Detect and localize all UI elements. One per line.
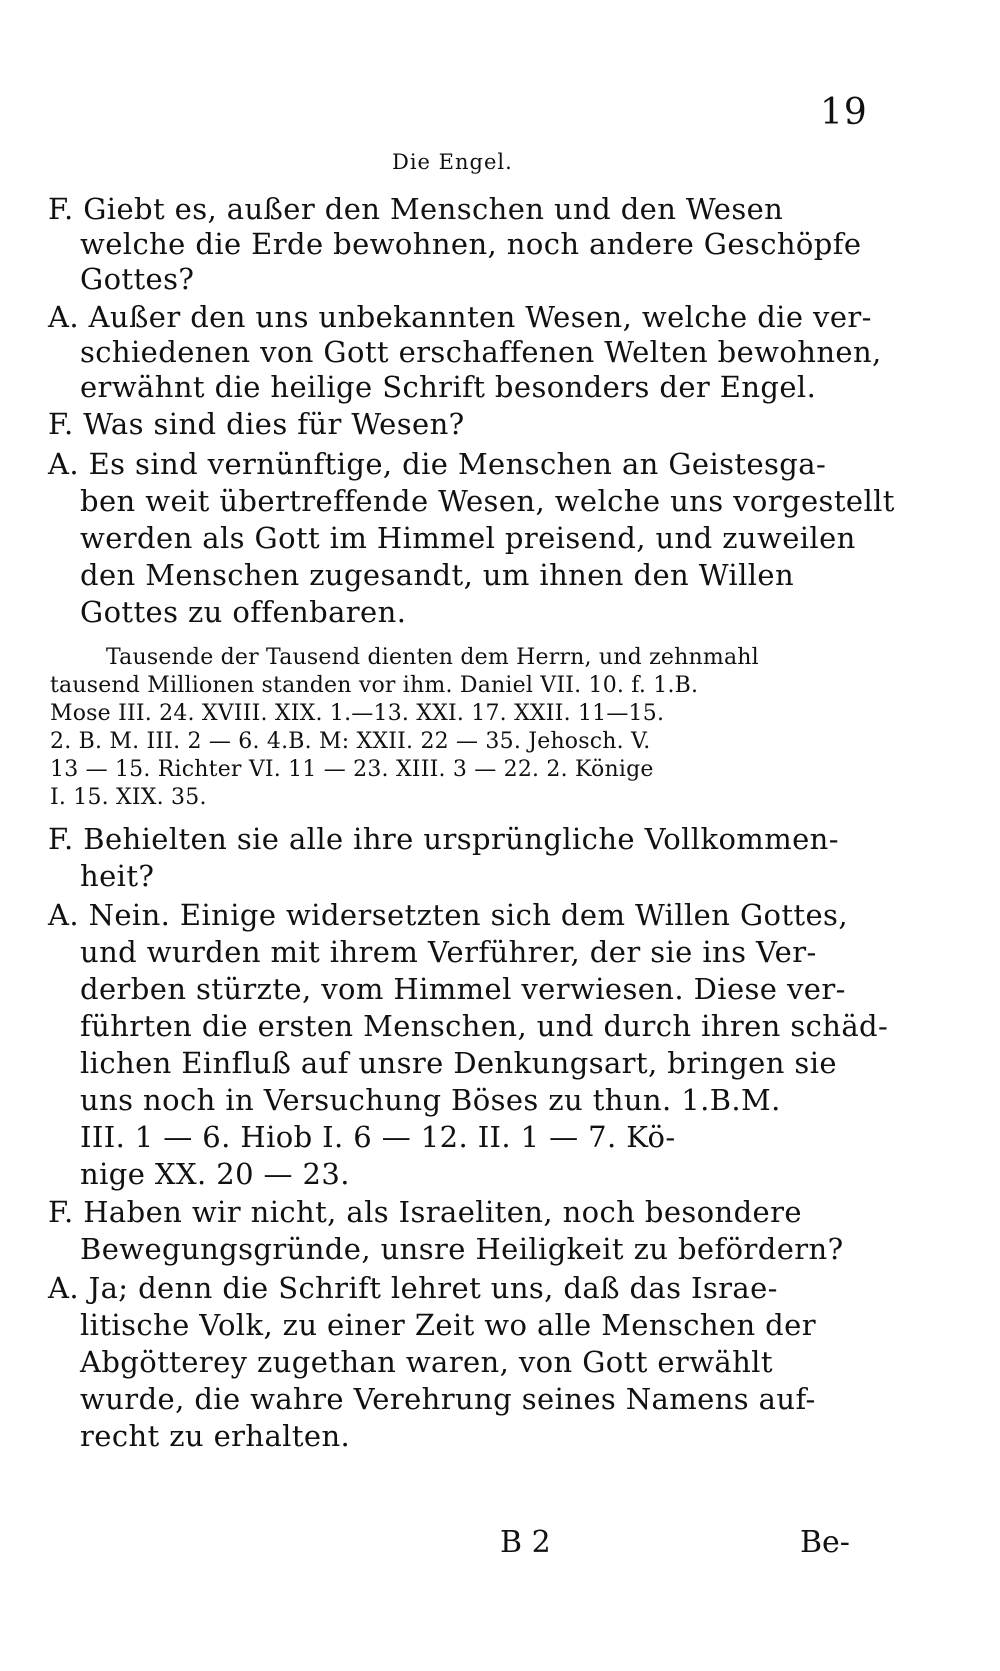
footnote-line: I. 15. XIX. 35. — [50, 785, 207, 810]
text-line: F. Haben wir nicht, als Israeliten, noch besondere — [48, 1195, 802, 1229]
text-line: III. 1 — 6. Hiob I. 6 — 12. II. 1 — 7. Kö- — [80, 1120, 676, 1154]
text-line: F. Behielten sie alle ihre ursprüngliche Vollkommen- — [48, 822, 839, 856]
text-line: erwähnt die heilige Schrift besonders der Engel. — [80, 370, 817, 404]
text-line: wurde, die wahre Verehrung seines Namens auf- — [80, 1382, 816, 1416]
text-line: heit? — [80, 859, 155, 893]
text-line: nige XX. 20 — 23. — [80, 1157, 350, 1191]
text-line: schiedenen von Gott erschaffenen Welten bewohnen, — [80, 335, 882, 369]
text-line: Bewegungsgründe, unsre Heiligkeit zu befördern? — [80, 1232, 844, 1266]
text-line: Abgötterey zugethan waren, von Gott erwählt — [80, 1345, 773, 1379]
text-line: welche die Erde bewohnen, noch andere Geschöpfe — [80, 227, 862, 261]
running-head: Die Engel. — [392, 150, 513, 174]
text-line: ben weit übertreffende Wesen, welche uns vorgestellt — [80, 484, 895, 518]
text-line: derben stürzte, vom Himmel verwiesen. Diese ver- — [80, 972, 846, 1006]
text-line: werden als Gott im Himmel preisend, und zuweilen — [80, 521, 856, 555]
text-line: und wurden mit ihrem Verführer, der sie ins Ver- — [80, 935, 817, 969]
text-line: A. Außer den uns unbekannten Wesen, welche die ver- — [48, 300, 872, 334]
text-line: den Menschen zugesandt, um ihnen den Willen — [80, 558, 795, 592]
footnote-line: 13 — 15. Richter VI. 11 — 23. XIII. 3 — 22. 2. Könige — [50, 757, 654, 782]
text-line: F. Giebt es, außer den Menschen und den Wesen — [48, 192, 784, 226]
text-line: litische Volk, zu einer Zeit wo alle Menschen der — [80, 1308, 816, 1342]
text-line: F. Was sind dies für Wesen? — [48, 407, 465, 441]
text-line: uns noch in Versuchung Böses zu thun. 1.B.M. — [80, 1083, 781, 1117]
text-line: Gottes? — [80, 262, 195, 296]
footnote-line: tausend Millionen standen vor ihm. Daniel VII. 10. f. 1.B. — [50, 673, 699, 698]
footnote-line: Tausende der Tausend dienten dem Herrn, und zehnmahl — [106, 645, 759, 670]
page-number: 19 — [820, 92, 868, 133]
signature-mark: B 2 — [500, 1525, 551, 1560]
text-line: lichen Einfluß auf unsre Denkungsart, bringen sie — [80, 1046, 837, 1080]
footnote-line: Mose III. 24. XVIII. XIX. 1.—13. XXI. 17. XXII. 11—15. — [50, 701, 665, 726]
text-line: recht zu erhalten. — [80, 1419, 351, 1453]
text-line: A. Ja; denn die Schrift lehret uns, daß das Israe- — [48, 1271, 778, 1305]
text-line: A. Es sind vernünftige, die Menschen an Geistesga- — [48, 447, 827, 481]
footnote-line: 2. B. M. III. 2 — 6. 4.B. M: XXII. 22 — 35. Jehosch. V. — [50, 729, 651, 754]
text-line: A. Nein. Einige widersetzten sich dem Willen Gottes, — [48, 898, 848, 932]
text-line: führten die ersten Menschen, und durch ihren schäd- — [80, 1009, 889, 1043]
text-line: Gottes zu offenbaren. — [80, 595, 407, 629]
catchword: Be- — [800, 1525, 850, 1560]
